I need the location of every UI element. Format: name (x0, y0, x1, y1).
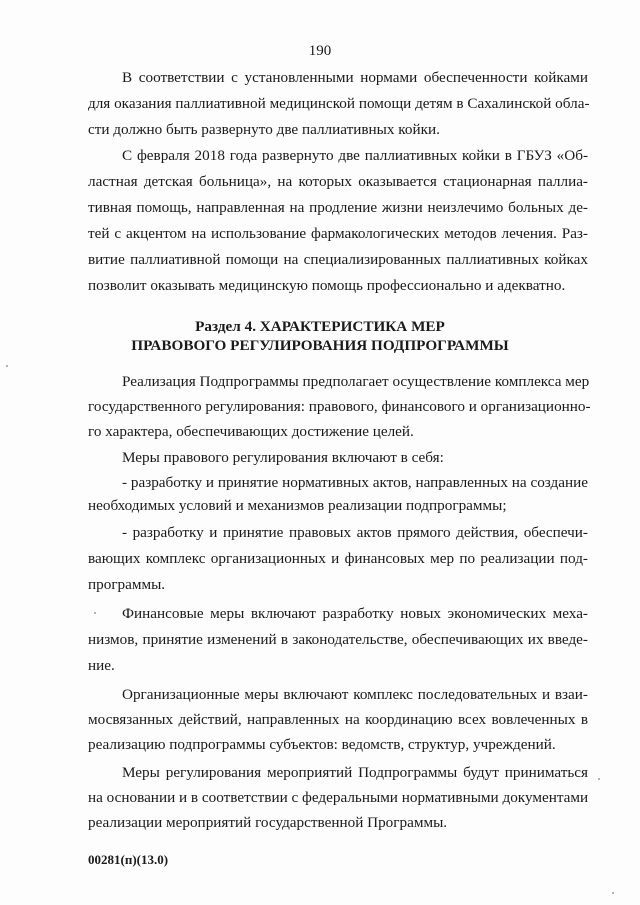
text-line: В соответствии с установленными нормами обеспеченности койками (122, 69, 588, 86)
text-line: Меры регулирования мероприятий Подпрограммы будут приниматься (122, 764, 588, 781)
text-line: - разработку и принятие правовых актов прямого действия, обеспечи- (122, 524, 588, 541)
text-line: низмов, принятие изменений в законодательстве, обеспечивающих их введе- (88, 631, 588, 648)
text-line: Меры правового регулирования включают в себя: (122, 449, 444, 466)
text-line: Организационные меры включают комплекс последовательных и взаи- (122, 686, 588, 703)
text-line: мосвязанных действий, направленных на координацию всех вовлеченных в (88, 711, 588, 728)
text-line: на основании и в соответствии с федеральными нормативными документами (88, 789, 589, 806)
text-line: реализации мероприятий государственной Программы. (88, 814, 448, 831)
document-code: 00281(п)(13.0) (88, 852, 169, 867)
scan-speck (6, 365, 8, 367)
text-line: Реализация Подпрограммы предполагает осуществление комплекса мер (122, 373, 590, 390)
text-line: для оказания паллиативной медицинской помощи детям в Сахалинской обла- (88, 95, 590, 112)
text-line: сти должно быть развернуто две паллиативных койки. (88, 121, 440, 138)
scan-speck (598, 778, 600, 780)
text-line: - разработку и принятие нормативных актов, направленных на создание (122, 474, 588, 491)
text-line: С февраля 2018 года развернуто две паллиативных койки в ГБУЗ «Об- (122, 147, 588, 164)
text-line: витие паллиативной помощи на специализированных паллиативных койках (88, 251, 588, 268)
page-number: 190 (308, 43, 332, 59)
text-line: го характера, обеспечивающих достижение целей. (88, 423, 414, 440)
text-line: программы. (88, 576, 166, 593)
text-line: вающих комплекс организационных и финансовых мер по реализации под- (88, 550, 588, 567)
section-heading-line-1: Раздел 4. ХАРАКТЕРИСТИКА МЕР (195, 318, 445, 335)
text-line: реализацию подпрограммы субъектов: ведомств, структур, учреждений. (88, 736, 556, 753)
text-line: тей с акцентом на использование фармакологических методов лечения. Раз- (88, 225, 588, 242)
text-line: государственного регулирования: правового, финансового и организационно- (88, 398, 591, 415)
text-line: ние. (88, 657, 115, 674)
text-line: Финансовые меры включают разработку новых экономических меха- (122, 605, 588, 622)
section-heading-line-2: ПРАВОВОГО РЕГУЛИРОВАНИЯ ПОДПРОГРАММЫ (131, 337, 509, 354)
text-line: ластная детская больница», на которых оказывается стационарная паллиа- (88, 173, 588, 190)
text-line: позволит оказывать медицинскую помощь профессионально и адекватно. (88, 277, 566, 294)
text-line: тивная помощь, направленная на продление жизни неизлечимо больных де- (88, 199, 588, 216)
scan-speck (612, 892, 614, 894)
scan-speck (94, 612, 96, 614)
text-line: необходимых условий и механизмов реализации подпрограммы; (88, 497, 507, 514)
